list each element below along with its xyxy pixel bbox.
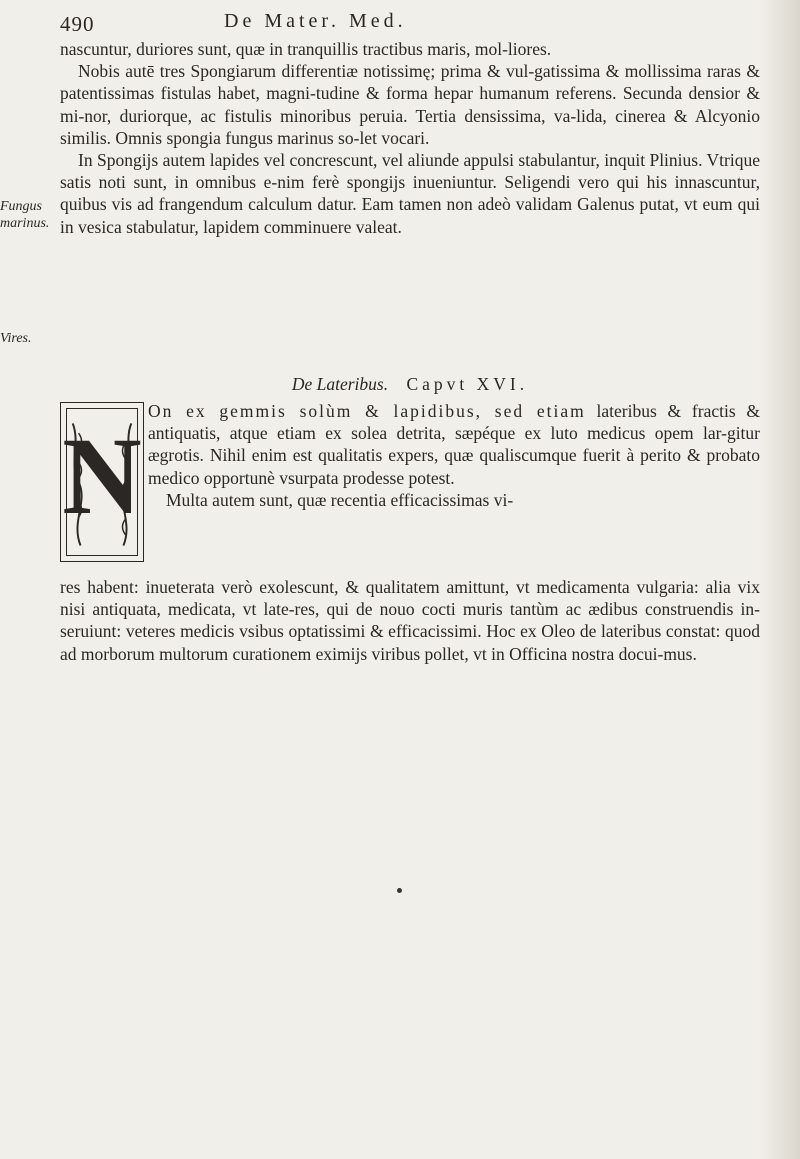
chapter-text-continued [60, 576, 760, 665]
margin-note-fungus: Fungus marinus. [0, 199, 50, 231]
chapter-text-wrapped [148, 400, 760, 511]
body-text [60, 38, 760, 238]
decorated-initial [60, 402, 144, 562]
page-header [60, 10, 760, 40]
page-edge-shadow [760, 0, 800, 1159]
chapter-text: lateribus & fractis & antiquatis, atque etiam ex solea detrita, sæpéque ex luto medicus opem lar-gitur ægrotis. Nihil enim est qualitatis expers, quæ qualiscumque fuerit à perito & probato medico opportunè vsurpata prodesse potest. [148, 401, 761, 488]
ink-spot [397, 888, 402, 893]
paragraph: res habent: inueterata verò exolescunt, & qualitatem amittunt, vt medicamenta vulgaria: alia vix nisi antiquata, medicata, vt late-res, qui de nouo cocti muris tantùm ac ædibus construendis in-seruiunt: veteres medicis vsibus optatissimi & efficacissimi. Hoc ex Oleo de lateribus constat: quod ad morborum multorum curationem eximijs viribus pollet, vt in Officina nostra docui-mus. [60, 577, 760, 664]
initial-letter: N [62, 415, 142, 537]
chapter-indent-line: Multa autem sunt, quæ recentia efficacissimas vi- [166, 489, 514, 510]
paragraph: Nobis autē tres Spongiarum differentiæ notissimę; prima & vul-gatissima & mollissima raras & patentissimas fistulas habet, magni-tudine & forma hepar humanum referens. Secunda densior & mi-nor, duriorque, ac fistulis minoribus peruia. Tertia densissima, va-lida, cinerea & Alcyonio similis. Omnis spongia fungus marinus so-let vocari. [60, 61, 760, 148]
margin-note-vires: Vires. [0, 331, 32, 346]
chapter-heading [60, 374, 760, 395]
chapter-title: De Lateribus. [291, 374, 389, 394]
page-number: 490 [60, 12, 95, 36]
paragraph: In Spongijs autem lapides vel concrescunt, vel aliunde appulsi stabulantur, inquit Plinius. Vtrique satis noti sunt, in omnibus e-nim ferè spongijs inueniuntur. Seligendi vero qui his innascuntur, quibus vis ad frangendum calculum datur. Eam tamen non adeò validam Galenus putat, vt eum qui in vesica stabulatur, lapidem comminuere valeat. [60, 150, 760, 237]
chapter-lead: On ex gemmis solùm & lapidibus, sed etiam [148, 401, 586, 421]
paragraph: nascuntur, duriores sunt, quæ in tranquillis tractibus maris, mol-liores. [60, 39, 552, 59]
running-head: De Mater. Med. [224, 10, 407, 32]
chapter-label: Capvt XVI. [406, 374, 529, 394]
